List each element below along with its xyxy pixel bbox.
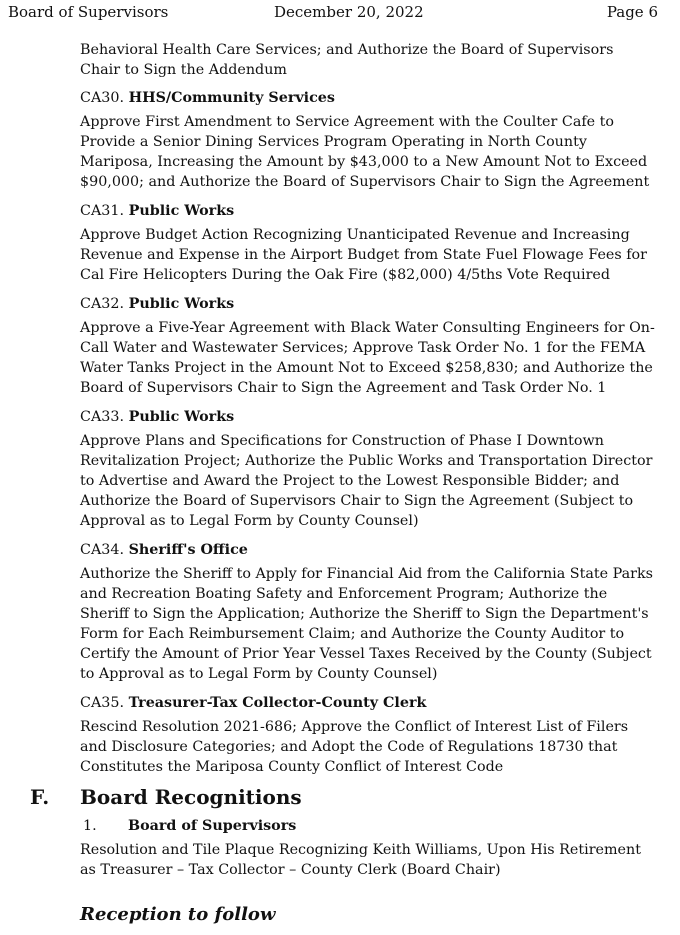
agenda-content bbox=[80, 40, 658, 786]
item-code: CA31. bbox=[80, 203, 125, 219]
continued-item-text: Behavioral Health Care Services; and Authorize the Board of Supervisors Chair to Sign the Addendum bbox=[80, 42, 614, 78]
item-heading bbox=[80, 693, 658, 713]
header-date: December 20, 2022 bbox=[274, 3, 424, 21]
header-board-name: Board of Supervisors bbox=[8, 3, 169, 21]
item-department: Public Works bbox=[128, 409, 235, 425]
section-title: Board Recognitions bbox=[80, 785, 302, 809]
recognition-item-heading bbox=[80, 816, 670, 836]
item-description: Rescind Resolution 2021-686; Approve the Conflict of Interest List of Filers and Disclosure Categories; and Adopt the Code of Regulations 18730 that Constitutes the Mariposa County Conflict of Interest Code bbox=[80, 719, 629, 775]
agenda-item-ca34 bbox=[80, 540, 658, 684]
header-page-number: Page 6 bbox=[606, 3, 658, 21]
item-code: CA33. bbox=[80, 409, 125, 425]
agenda-item-ca35 bbox=[80, 693, 658, 777]
item-department: Sheriff's Office bbox=[128, 542, 248, 558]
recognition-item-description: Resolution and Tile Plaque Recognizing Keith Williams, Upon His Retirement as Treasurer – Tax Collector – County Clerk (Board Chair) bbox=[80, 842, 641, 878]
item-description: Approve a Five-Year Agreement with Black Water Consulting Engineers for On-Call Water and Wastewater Services; Approve Task Order No. 1 for the FEMA Water Tanks Project in the Amount Not to Exceed $258,830; and Authorize the Board of Supervisors Chair to Sign the Agreement and Task Order No. 1 bbox=[80, 320, 655, 396]
recognition-item-name: Board of Supervisors bbox=[128, 818, 297, 834]
item-code: CA32. bbox=[80, 296, 125, 312]
item-department: Public Works bbox=[128, 296, 235, 312]
item-description: Approve First Amendment to Service Agreement with the Coulter Cafe to Provide a Senior Dining Services Program Operating in North County Mariposa, Increasing the Amount by $43,000 to a New Amount Not to Exceed $90,000; and Authorize the Board of Supervisors Chair to Sign the Agreement bbox=[80, 114, 650, 190]
recognition-item-number: 1. bbox=[83, 818, 97, 834]
item-description: Authorize the Sheriff to Apply for Financial Aid from the California State Parks and Recreation Boating Safety and Enforcement Program; Authorize the Sheriff to Sign the Application; Authorize the Sheriff to Sign the Department's Form for Each Reimbursement Claim; and Authorize the County Auditor to Certify the Amount of Prior Year Vessel Taxes Received by the County (Subject to Approval as to Legal Form by County Counsel) bbox=[80, 566, 653, 682]
page-header bbox=[0, 3, 680, 23]
item-department: Treasurer-Tax Collector-County Clerk bbox=[128, 695, 427, 711]
section-heading bbox=[30, 784, 670, 810]
item-description: Approve Plans and Specifications for Construction of Phase I Downtown Revitalization Project; Authorize the Public Works and Transportation Director to Advertise and Award the Project to the Lowest Responsible Bidder; and Authorize the Board of Supervisors Chair to Sign the Agreement (Subject to Approval as to Legal Form by County Counsel) bbox=[80, 433, 653, 529]
item-code: CA35. bbox=[80, 695, 125, 711]
item-code: CA34. bbox=[80, 542, 125, 558]
item-code: CA30. bbox=[80, 90, 125, 106]
item-heading bbox=[80, 294, 658, 314]
item-heading bbox=[80, 201, 658, 221]
reception-note: Reception to follow bbox=[80, 904, 276, 925]
agenda-item-ca30 bbox=[80, 88, 658, 192]
item-heading bbox=[80, 540, 658, 560]
item-heading bbox=[80, 407, 658, 427]
section-letter: F. bbox=[30, 785, 50, 809]
item-department: Public Works bbox=[128, 203, 235, 219]
item-description: Approve Budget Action Recognizing Unanticipated Revenue and Increasing Revenue and Expense in the Airport Budget from State Fuel Flowage Fees for Cal Fire Helicopters During the Oak Fire ($82,000) 4/5ths Vote Required bbox=[80, 227, 647, 283]
item-heading bbox=[80, 88, 658, 108]
item-department: HHS/Community Services bbox=[128, 90, 335, 106]
section-board-recognitions bbox=[30, 784, 670, 926]
agenda-item-ca31 bbox=[80, 201, 658, 285]
agenda-item-ca33 bbox=[80, 407, 658, 531]
agenda-item-ca32 bbox=[80, 294, 658, 398]
